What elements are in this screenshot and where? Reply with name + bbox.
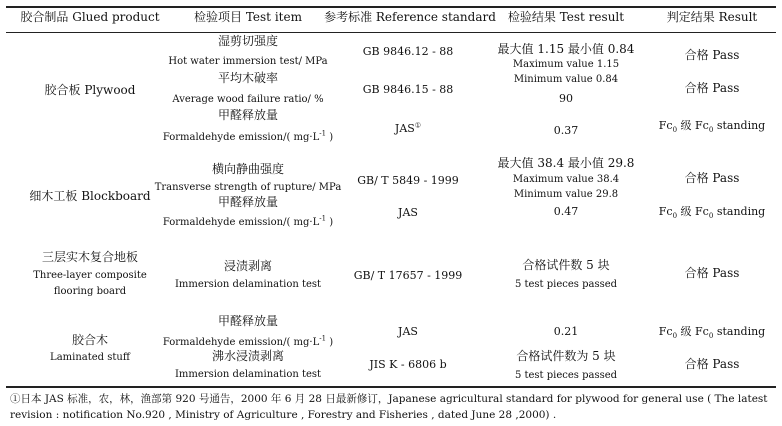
- laminated-boil-zh: 沸水浸渍剥离: [211, 349, 285, 363]
- blockboard-bend-res-zh: 最大值 38.4 最小值 29.8: [497, 156, 635, 170]
- plywood-fc-a: Fc: [658, 119, 673, 132]
- plywood-form-en-text: Formaldehyde emission/( mg·L: [162, 132, 320, 143]
- blockboard-fc-sub1: 0: [672, 212, 678, 221]
- blockboard-product: 细木工板 Blockboard: [29, 189, 151, 203]
- header-item: 检验项目 Test item: [194, 10, 302, 24]
- plywood-wood-zh: 平均木破率: [217, 71, 279, 85]
- footnote: ①日本 JAS 标准，农，林，渔部第 920 号通告，2000 年 6 月 28 日最新修订，Japanese agricultural standard for plywood for general use ( The latest revision : notification No.920 , Ministry of Agriculture , Forestry and Fisheries , dated June 28 ,2000) .: [10, 393, 768, 421]
- blockboard-bend-judge: 合格 Pass: [684, 171, 740, 185]
- flooring-res-zh: 合格试件数 5 块: [522, 258, 610, 272]
- blockboard-fc-c: standing: [713, 205, 766, 218]
- blockboard-bend-res-min: Minimum value 29.8: [513, 189, 619, 200]
- header-judgement: 判定结果 Result: [666, 10, 758, 24]
- plywood-form-judge: [658, 119, 766, 135]
- laminated-fc-b: 级 Fc: [677, 325, 709, 338]
- flooring-product-zh: 三层实木复合地板: [41, 250, 139, 264]
- laminated-boil-res-en: 5 test pieces passed: [514, 370, 618, 381]
- laminated-form-en-sup: -1: [319, 334, 327, 343]
- header-product: 胶合制品 Glued product: [20, 10, 160, 24]
- blockboard-form-en-sup: -1: [319, 214, 327, 223]
- plywood-shear-res-min: Minimum value 0.84: [513, 74, 619, 85]
- laminated-form-res: 0.21: [553, 325, 579, 338]
- laminated-form-en-close: ): [326, 337, 334, 348]
- laminated-fc-sub2: 0: [708, 332, 714, 341]
- plywood-shear-res-max: Maximum value 1.15: [512, 59, 620, 70]
- blockboard-form-en-text: Formaldehyde emission/( mg·L: [162, 217, 320, 228]
- plywood-form-en: [163, 131, 333, 144]
- header-result: 检验结果 Test result: [507, 10, 625, 24]
- flooring-item-zh: 浸渍剥离: [223, 259, 273, 273]
- blockboard-form-judge: [658, 205, 766, 221]
- plywood-shear-judge: 合格 Pass: [684, 48, 740, 62]
- plywood-fc-sub1: 0: [672, 126, 678, 135]
- blockboard-bend-std: GB/ T 5849 - 1999: [357, 174, 459, 187]
- plywood-fc-b: 级 Fc: [677, 119, 709, 132]
- plywood-fc-sub2: 0: [708, 126, 714, 135]
- laminated-form-judge: [658, 325, 766, 341]
- laminated-fc-c: standing: [713, 325, 766, 338]
- laminated-boil-res-zh: 合格试件数为 5 块: [516, 349, 616, 363]
- plywood-wood-std: GB 9846.15 - 88: [362, 83, 454, 96]
- plywood-shear-zh: 湿剪切强度: [217, 34, 279, 48]
- laminated-fc-a: Fc: [658, 325, 673, 338]
- laminated-fc-sub1: 0: [672, 332, 678, 341]
- plywood-form-zh: 甲醛释放量: [217, 108, 279, 122]
- blockboard-bend-zh: 横向静曲强度: [211, 162, 285, 176]
- laminated-boil-std: JIS K - 6806 b: [369, 358, 447, 371]
- blockboard-form-std: JAS: [398, 206, 418, 219]
- plywood-wood-res: 90: [559, 92, 573, 105]
- blockboard-fc-b: 级 Fc: [677, 205, 709, 218]
- laminated-form-std: JAS: [398, 325, 418, 338]
- plywood-form-res: 0.37: [553, 124, 579, 137]
- blockboard-form-zh: 甲醛释放量: [217, 195, 279, 209]
- plywood-form-en-close: ): [326, 132, 334, 143]
- laminated-form-en: [163, 336, 333, 349]
- header-rule: [6, 32, 776, 33]
- laminated-boil-en: Immersion delamination test: [174, 369, 322, 380]
- laminated-product-en: Laminated stuff: [50, 352, 130, 363]
- bottom-rule: [6, 386, 776, 388]
- flooring-product-en1: Three-layer composite: [33, 270, 147, 281]
- flooring-item-en: Immersion delamination test: [174, 279, 322, 290]
- flooring-std: GB/ T 17657 - 1999: [353, 269, 463, 282]
- plywood-product: 胶合板 Plywood: [44, 83, 136, 97]
- laminated-product-zh: 胶合木: [71, 333, 109, 347]
- laminated-form-en-text: Formaldehyde emission/( mg·L: [162, 337, 320, 348]
- plywood-form-en-sup: -1: [319, 129, 327, 138]
- header-standard: 参考标准 Reference standard: [324, 10, 496, 24]
- plywood-wood-judge: 合格 Pass: [684, 81, 740, 95]
- plywood-shear-res-zh: 最大值 1.15 最小值 0.84: [497, 42, 635, 56]
- plywood-fc-c: standing: [713, 119, 766, 132]
- laminated-form-zh: 甲醛释放量: [217, 314, 279, 328]
- blockboard-fc-a: Fc: [658, 205, 673, 218]
- blockboard-fc-sub2: 0: [708, 212, 714, 221]
- flooring-res-en: 5 test pieces passed: [514, 279, 618, 290]
- laminated-boil-judge: 合格 Pass: [684, 357, 740, 371]
- plywood-shear-std: GB 9846.12 - 88: [362, 45, 454, 58]
- blockboard-form-en: [163, 216, 333, 229]
- plywood-form-std-text: JAS: [394, 122, 415, 135]
- flooring-product-en2: flooring board: [53, 286, 127, 297]
- plywood-shear-en: Hot water immersion test/ MPa: [168, 56, 328, 67]
- plywood-form-std: [395, 122, 421, 135]
- blockboard-bend-res-max: Maximum value 38.4: [512, 174, 620, 185]
- plywood-wood-en: Average wood failure ratio/ %: [172, 94, 324, 105]
- blockboard-form-en-close: ): [326, 217, 334, 228]
- flooring-judge: 合格 Pass: [684, 266, 740, 280]
- footnote-mark: ①: [414, 121, 422, 130]
- blockboard-form-res: 0.47: [553, 205, 579, 218]
- blockboard-bend-en: Transverse strength of rupture/ MPa: [154, 182, 342, 193]
- top-rule: [6, 6, 776, 8]
